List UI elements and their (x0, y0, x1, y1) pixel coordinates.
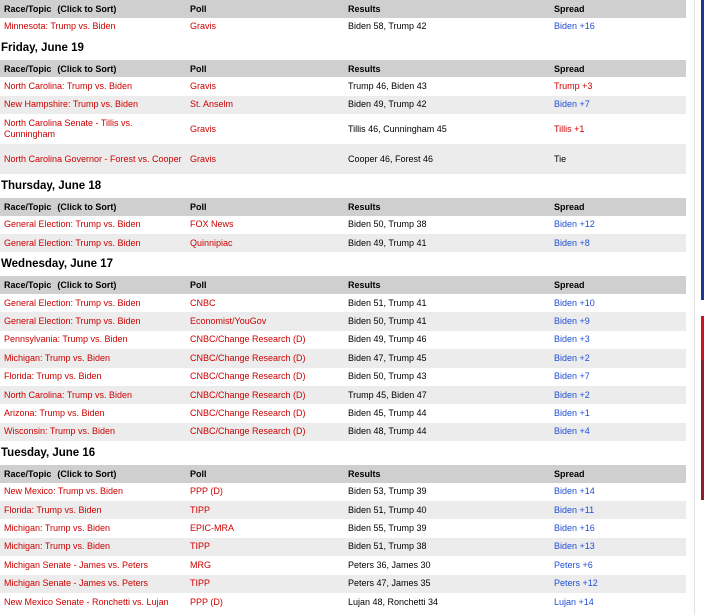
poll-cell (186, 294, 344, 312)
race-link[interactable]: New Mexico Senate - Ronchetti vs. Lujan (4, 596, 169, 607)
results-cell: Biden 53, Trump 39 (344, 483, 550, 501)
sort-hint[interactable]: (Click to Sort) (57, 280, 117, 291)
poll-cell (186, 593, 344, 611)
race-cell (0, 404, 186, 422)
table-row (0, 77, 686, 95)
race-cell (0, 349, 186, 367)
table-row (0, 519, 686, 537)
table-row (0, 368, 686, 386)
table-row (0, 483, 686, 501)
race-column-header[interactable]: Race/Topic (Click to Sort) (0, 198, 186, 216)
spread-value: Biden +14 (554, 486, 595, 497)
poll-column-header[interactable]: Poll (186, 60, 344, 78)
spread-column-header[interactable]: Spread (550, 198, 686, 216)
results-cell: Biden 49, Trump 42 (344, 96, 550, 114)
sidebar-divider (694, 0, 695, 615)
spread-value: Biden +11 (554, 504, 595, 515)
spread-cell (550, 575, 686, 593)
poll-cell (186, 538, 344, 556)
race-link[interactable]: Minnesota: Trump vs. Biden (4, 21, 116, 32)
table-row (0, 331, 686, 349)
poll-cell (186, 575, 344, 593)
results-cell: Trump 45, Biden 47 (344, 386, 550, 404)
poll-table (0, 465, 686, 611)
day-heading: Wednesday, June 17 (1, 258, 114, 271)
spread-value: Biden +2 (554, 352, 590, 363)
table-row (0, 114, 686, 144)
spread-cell (550, 423, 686, 441)
table-header-row (0, 60, 686, 78)
poll-column-header[interactable]: Poll (186, 0, 344, 18)
results-column-header[interactable]: Results (344, 60, 550, 78)
day-section (0, 36, 686, 174)
race-link[interactable]: North Carolina Governor - Forest vs. Cooper (4, 153, 182, 164)
race-link[interactable]: General Election: Trump vs. Biden (4, 237, 141, 248)
race-link[interactable]: General Election: Trump vs. Biden (4, 297, 141, 308)
spread-value: Tillis +1 (554, 123, 585, 134)
table-header-row (0, 465, 686, 483)
poll-cell (186, 368, 344, 386)
spread-cell (550, 519, 686, 537)
results-cell: Biden 48, Trump 44 (344, 423, 550, 441)
spread-value: Trump +3 (554, 81, 593, 92)
race-column-header[interactable]: Race/Topic (Click to Sort) (0, 0, 186, 18)
race-cell (0, 331, 186, 349)
sort-hint[interactable]: (Click to Sort) (57, 63, 117, 74)
spread-cell (550, 501, 686, 519)
spread-cell (550, 538, 686, 556)
table-row (0, 575, 686, 593)
race-cell (0, 77, 186, 95)
day-section (0, 174, 686, 252)
pollster-link[interactable]: Quinnipiac (190, 237, 233, 248)
results-cell: Biden 50, Trump 41 (344, 312, 550, 330)
race-link[interactable]: Michigan: Trump vs. Biden (4, 352, 111, 363)
table-row (0, 234, 686, 252)
results-cell: Biden 47, Trump 45 (344, 349, 550, 367)
spread-cell (550, 294, 686, 312)
results-cell: Biden 55, Trump 39 (344, 519, 550, 537)
spread-cell (550, 234, 686, 252)
poll-cell (186, 96, 344, 114)
spread-cell (550, 331, 686, 349)
pollster-link[interactable]: St. Anselm (190, 99, 234, 110)
spread-value: Biden +4 (554, 426, 590, 437)
spread-value: Biden +9 (554, 316, 590, 327)
day-heading: Friday, June 19 (1, 41, 84, 54)
race-link[interactable]: Arizona: Trump vs. Biden (4, 407, 105, 418)
pollster-link[interactable]: CNBC/Change Research (D) (190, 352, 306, 363)
spread-cell (550, 404, 686, 422)
results-column-header[interactable]: Results (344, 465, 550, 483)
pollster-link[interactable]: TIPP (190, 504, 211, 515)
table-row (0, 18, 686, 36)
spread-value: Biden +3 (554, 334, 590, 345)
race-cell (0, 483, 186, 501)
table-row (0, 144, 686, 174)
race-cell (0, 312, 186, 330)
poll-cell (186, 234, 344, 252)
spread-value: Biden +7 (554, 371, 590, 382)
spread-cell (550, 216, 686, 234)
results-cell: Lujan 48, Ronchetti 34 (344, 593, 550, 611)
day-section (0, 441, 686, 611)
pollster-link[interactable]: MRG (190, 559, 211, 570)
spread-column-header[interactable]: Spread (550, 0, 686, 18)
results-cell: Biden 51, Trump 41 (344, 294, 550, 312)
table-row (0, 501, 686, 519)
spread-cell (550, 18, 686, 36)
poll-cell (186, 312, 344, 330)
spread-value: Biden +16 (554, 523, 595, 534)
race-cell (0, 234, 186, 252)
race-cell (0, 368, 186, 386)
table-row (0, 96, 686, 114)
results-cell: Trump 46, Biden 43 (344, 77, 550, 95)
spread-cell (550, 556, 686, 574)
pollster-link[interactable]: PPP (D) (190, 596, 223, 607)
spread-value: Biden +1 (554, 407, 590, 418)
results-cell: Biden 45, Trump 44 (344, 404, 550, 422)
race-cell (0, 538, 186, 556)
race-cell (0, 96, 186, 114)
poll-column-header[interactable]: Poll (186, 276, 344, 294)
race-link[interactable]: Michigan Senate - James vs. Peters (4, 559, 149, 570)
poll-cell (186, 556, 344, 574)
results-cell: Tillis 46, Cunningham 45 (344, 114, 550, 144)
table-row (0, 216, 686, 234)
poll-cell (186, 331, 344, 349)
sort-hint[interactable]: (Click to Sort) (57, 3, 117, 14)
spread-value: Biden +8 (554, 237, 590, 248)
pollster-link[interactable]: Gravis (190, 81, 217, 92)
race-link[interactable]: Michigan: Trump vs. Biden (4, 523, 111, 534)
spread-cell (550, 349, 686, 367)
pollster-link[interactable]: CNBC/Change Research (D) (190, 407, 306, 418)
race-link[interactable]: Florida: Trump vs. Biden (4, 504, 102, 515)
poll-cell (186, 77, 344, 95)
pollster-link[interactable]: TIPP (190, 578, 211, 589)
table-row (0, 386, 686, 404)
race-cell (0, 593, 186, 611)
race-link[interactable]: Michigan Senate - James vs. Peters (4, 578, 149, 589)
spread-value: Biden +7 (554, 99, 590, 110)
results-cell: Biden 51, Trump 40 (344, 501, 550, 519)
spread-value: Biden +12 (554, 219, 595, 230)
pollster-link[interactable]: CNBC/Change Research (D) (190, 334, 306, 345)
spread-column-header[interactable]: Spread (550, 60, 686, 78)
pollster-link[interactable]: Gravis (190, 153, 217, 164)
race-link[interactable]: North Carolina: Trump vs. Biden (4, 389, 133, 400)
pollster-link[interactable]: PPP (D) (190, 486, 223, 497)
day-heading: Tuesday, June 16 (1, 447, 96, 460)
spread-cell (550, 144, 686, 174)
spread-value: Biden +16 (554, 21, 595, 32)
spread-value: Tie (554, 153, 567, 164)
results-column-header[interactable]: Results (344, 0, 550, 18)
spread-value: Biden +13 (554, 541, 595, 552)
spread-cell (550, 593, 686, 611)
race-cell (0, 294, 186, 312)
poll-column-header[interactable]: Poll (186, 465, 344, 483)
race-column-header[interactable]: Race/Topic (Click to Sort) (0, 60, 186, 78)
results-cell: Biden 50, Trump 38 (344, 216, 550, 234)
day-heading: Thursday, June 18 (1, 180, 102, 193)
table-header-row (0, 198, 686, 216)
spread-cell (550, 368, 686, 386)
race-link[interactable]: General Election: Trump vs. Biden (4, 316, 141, 327)
race-cell (0, 386, 186, 404)
race-column-header[interactable]: Race/Topic (Click to Sort) (0, 465, 186, 483)
pollster-link[interactable]: Gravis (190, 123, 217, 134)
day-section (0, 0, 686, 36)
table-row (0, 404, 686, 422)
race-link[interactable]: Michigan: Trump vs. Biden (4, 541, 111, 552)
race-cell (0, 575, 186, 593)
race-link[interactable]: New Mexico: Trump vs. Biden (4, 486, 124, 497)
pollster-link[interactable]: EPIC-MRA (190, 523, 235, 534)
table-row (0, 349, 686, 367)
spread-cell (550, 114, 686, 144)
poll-cell (186, 519, 344, 537)
spread-cell (550, 312, 686, 330)
poll-cell (186, 483, 344, 501)
poll-cell (186, 404, 344, 422)
spread-cell (550, 77, 686, 95)
results-cell: Biden 58, Trump 42 (344, 18, 550, 36)
spread-cell (550, 386, 686, 404)
spread-column-header[interactable]: Spread (550, 276, 686, 294)
pollster-link[interactable]: FOX News (190, 219, 234, 230)
spread-value: Peters +12 (554, 578, 598, 589)
poll-cell (186, 144, 344, 174)
race-cell (0, 556, 186, 574)
race-link[interactable]: New Hampshire: Trump vs. Biden (4, 99, 139, 110)
race-cell (0, 144, 186, 174)
race-link[interactable]: General Election: Trump vs. Biden (4, 219, 141, 230)
table-header-row (0, 276, 686, 294)
race-column-header[interactable]: Race/Topic (Click to Sort) (0, 276, 186, 294)
spread-cell (550, 483, 686, 501)
pollster-link[interactable]: TIPP (190, 541, 211, 552)
poll-table (0, 60, 686, 174)
pollster-link[interactable]: Economist/YouGov (190, 316, 267, 327)
results-cell: Biden 49, Trump 46 (344, 331, 550, 349)
spread-value: Biden +2 (554, 389, 590, 400)
table-row (0, 423, 686, 441)
poll-column-header[interactable]: Poll (186, 198, 344, 216)
poll-table (0, 276, 686, 441)
poll-table (0, 0, 686, 36)
spread-value: Peters +6 (554, 559, 593, 570)
table-row (0, 312, 686, 330)
race-link[interactable]: Pennsylvania: Trump vs. Biden (4, 334, 128, 345)
pollster-link[interactable]: CNBC/Change Research (D) (190, 371, 306, 382)
poll-table (0, 198, 686, 252)
spread-cell (550, 96, 686, 114)
results-cell: Peters 36, James 30 (344, 556, 550, 574)
race-link[interactable]: North Carolina: Trump vs. Biden (4, 81, 133, 92)
poll-cell (186, 216, 344, 234)
race-cell (0, 423, 186, 441)
results-cell: Biden 50, Trump 43 (344, 368, 550, 386)
race-cell (0, 501, 186, 519)
results-cell: Cooper 46, Forest 46 (344, 144, 550, 174)
pollster-link[interactable]: CNBC (190, 297, 216, 308)
pollster-link[interactable]: Gravis (190, 21, 217, 32)
day-section (0, 252, 686, 441)
sort-hint[interactable]: (Click to Sort) (57, 201, 117, 212)
pollster-link[interactable]: CNBC/Change Research (D) (190, 389, 306, 400)
race-link[interactable]: Wisconsin: Trump vs. Biden (4, 426, 116, 437)
results-cell: Peters 47, James 35 (344, 575, 550, 593)
race-cell (0, 114, 186, 144)
race-cell (0, 216, 186, 234)
table-header-row (0, 0, 686, 18)
race-link[interactable]: North Carolina Senate - Tillis vs. Cunningham (4, 118, 133, 140)
pollster-link[interactable]: CNBC/Change Research (D) (190, 426, 306, 437)
results-column-header[interactable]: Results (344, 276, 550, 294)
spread-value: Lujan +14 (554, 596, 594, 607)
race-link[interactable]: Florida: Trump vs. Biden (4, 371, 102, 382)
race-cell (0, 18, 186, 36)
results-cell: Biden 51, Trump 38 (344, 538, 550, 556)
poll-cell (186, 349, 344, 367)
table-row (0, 294, 686, 312)
poll-cell (186, 423, 344, 441)
spread-value: Biden +10 (554, 297, 595, 308)
spread-column-header[interactable]: Spread (550, 465, 686, 483)
poll-cell (186, 18, 344, 36)
sort-hint[interactable]: (Click to Sort) (57, 468, 117, 479)
table-row (0, 538, 686, 556)
poll-cell (186, 386, 344, 404)
poll-cell (186, 501, 344, 519)
poll-cell (186, 114, 344, 144)
results-cell: Biden 49, Trump 41 (344, 234, 550, 252)
race-cell (0, 519, 186, 537)
table-row (0, 593, 686, 611)
results-column-header[interactable]: Results (344, 198, 550, 216)
table-row (0, 556, 686, 574)
